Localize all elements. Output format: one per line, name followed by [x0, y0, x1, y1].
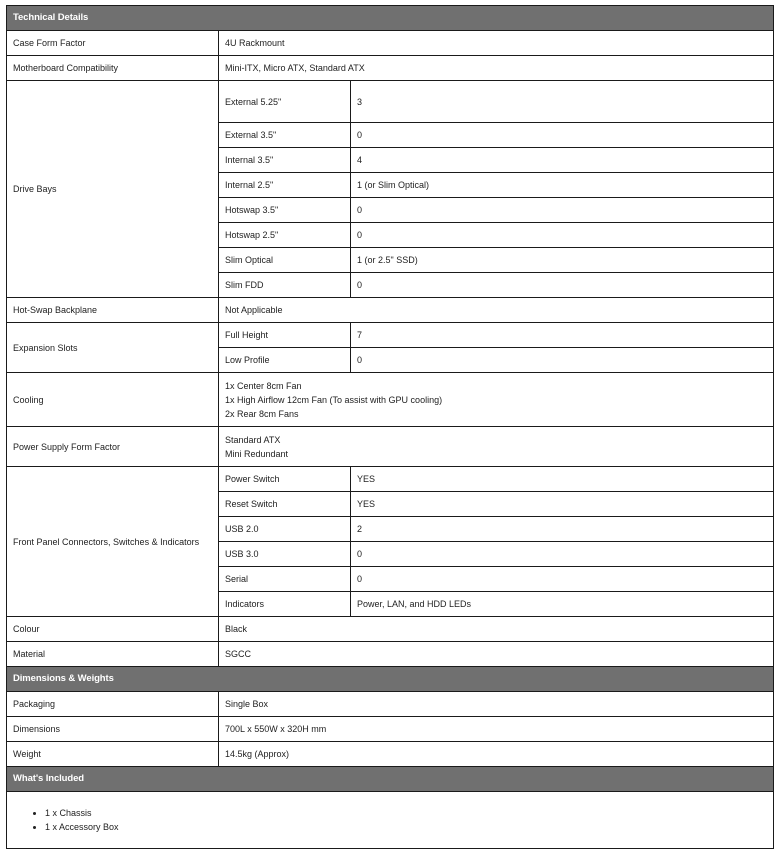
- included-item: • 1 x Accessory Box: [45, 820, 773, 834]
- sub-label: Internal 2.5": [219, 173, 351, 198]
- cooling-line: 2x Rear 8cm Fans: [225, 408, 299, 419]
- spec-row: [7, 298, 774, 323]
- sub-label: Low Profile: [219, 348, 351, 373]
- spec-value: [219, 427, 774, 467]
- included-row: [7, 792, 774, 849]
- spec-value: 700L x 550W x 320H mm: [219, 717, 774, 742]
- spec-row: [7, 56, 774, 81]
- sub-label: Indicators: [219, 592, 351, 617]
- sub-value: 0: [351, 567, 774, 592]
- spec-label: Motherboard Compatibility: [7, 56, 219, 81]
- section-header-dimensions: [7, 667, 774, 692]
- sub-value: 3: [351, 81, 774, 123]
- sub-value: 0: [351, 198, 774, 223]
- sub-label: USB 2.0: [219, 517, 351, 542]
- sub-label: Hotswap 3.5": [219, 198, 351, 223]
- spec-label: Colour: [7, 617, 219, 642]
- sub-label: Slim Optical: [219, 248, 351, 273]
- spec-row: [7, 642, 774, 667]
- sub-value: 0: [351, 223, 774, 248]
- included-cell: [7, 792, 774, 849]
- sub-value: 2: [351, 517, 774, 542]
- sub-value: 7: [351, 323, 774, 348]
- sub-value: 0: [351, 542, 774, 567]
- sub-label: Reset Switch: [219, 492, 351, 517]
- included-item: • 1 x Chassis: [45, 806, 773, 820]
- spec-label: Drive Bays: [7, 81, 219, 298]
- spec-value: Mini-ITX, Micro ATX, Standard ATX: [219, 56, 774, 81]
- spec-row-cooling: [7, 373, 774, 427]
- sub-label: External 3.5": [219, 123, 351, 148]
- spec-row: [7, 617, 774, 642]
- cooling-line: 1x Center 8cm Fan: [225, 380, 302, 391]
- sub-label: Hotswap 2.5": [219, 223, 351, 248]
- sub-value: 1 (or Slim Optical): [351, 173, 774, 198]
- sub-label: External 5.25": [219, 81, 351, 123]
- spec-value: Single Box: [219, 692, 774, 717]
- spec-label: Packaging: [7, 692, 219, 717]
- spec-row-drive-bays: [7, 81, 774, 123]
- spec-value: 4U Rackmount: [219, 31, 774, 56]
- spec-row: [7, 742, 774, 767]
- psu-line: Mini Redundant: [225, 448, 289, 459]
- section-title: Technical Details: [7, 6, 774, 31]
- section-title: What's Included: [7, 767, 774, 792]
- sub-value: 4: [351, 148, 774, 173]
- spec-table: [6, 5, 774, 849]
- spec-row-psu: [7, 427, 774, 467]
- sub-value: 1 (or 2.5" SSD): [351, 248, 774, 273]
- spec-label: Expansion Slots: [7, 323, 219, 373]
- spec-label: Material: [7, 642, 219, 667]
- sub-label: Full Height: [219, 323, 351, 348]
- spec-label: Front Panel Connectors, Switches & Indicators: [7, 467, 219, 617]
- spec-value: [219, 373, 774, 427]
- spec-row: [7, 717, 774, 742]
- cooling-line: 1x High Airflow 12cm Fan (To assist with GPU cooling): [225, 394, 443, 405]
- spec-row-expansion: [7, 323, 774, 348]
- included-list: [7, 806, 773, 834]
- sub-label: Slim FDD: [219, 273, 351, 298]
- spec-value: SGCC: [219, 642, 774, 667]
- sub-value: YES: [351, 492, 774, 517]
- spec-value: Black: [219, 617, 774, 642]
- spec-label: Hot-Swap Backplane: [7, 298, 219, 323]
- spec-value: 14.5kg (Approx): [219, 742, 774, 767]
- spec-label: Cooling: [7, 373, 219, 427]
- spec-value: Not Applicable: [219, 298, 774, 323]
- spec-row-front-panel: [7, 467, 774, 492]
- sub-value: Power, LAN, and HDD LEDs: [351, 592, 774, 617]
- psu-line: Standard ATX: [225, 434, 281, 445]
- sub-value: 0: [351, 273, 774, 298]
- sub-label: USB 3.0: [219, 542, 351, 567]
- sub-label: Power Switch: [219, 467, 351, 492]
- spec-label: Weight: [7, 742, 219, 767]
- sub-value: 0: [351, 348, 774, 373]
- spec-label: Power Supply Form Factor: [7, 427, 219, 467]
- sub-label: Internal 3.5": [219, 148, 351, 173]
- section-header-included: [7, 767, 774, 792]
- sub-label: Serial: [219, 567, 351, 592]
- section-header-technical: [7, 6, 774, 31]
- spec-row: [7, 31, 774, 56]
- spec-label: Case Form Factor: [7, 31, 219, 56]
- sub-value: YES: [351, 467, 774, 492]
- section-title: Dimensions & Weights: [7, 667, 774, 692]
- sub-value: 0: [351, 123, 774, 148]
- spec-row: [7, 692, 774, 717]
- spec-label: Dimensions: [7, 717, 219, 742]
